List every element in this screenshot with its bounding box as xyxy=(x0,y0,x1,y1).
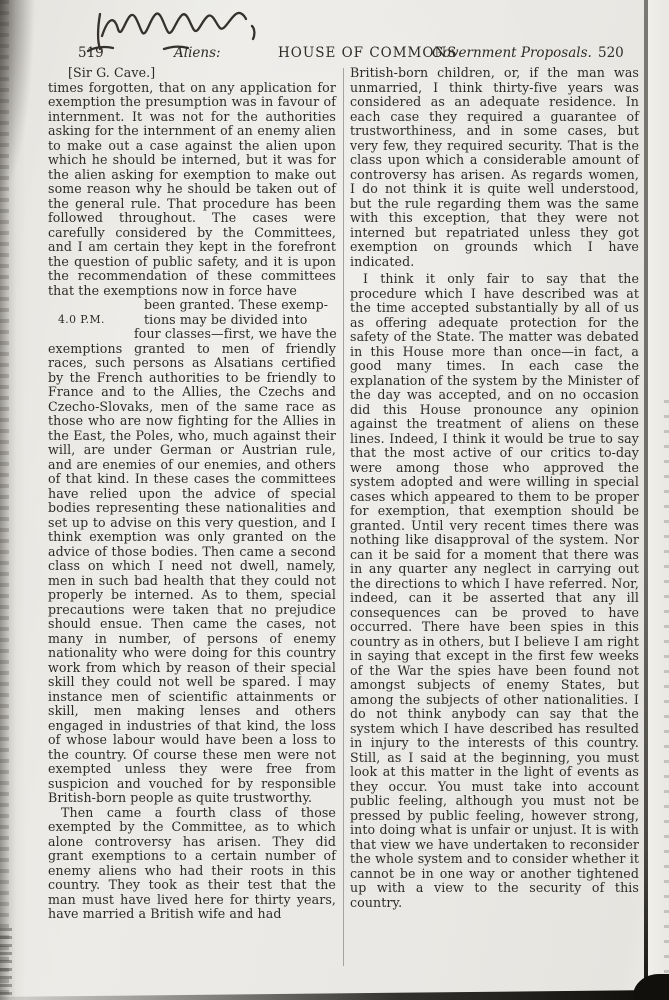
right-column xyxy=(350,66,639,966)
speaker-attribution: [Sir G. Cave.] xyxy=(68,65,156,80)
paragraph-line: tions may be divided into xyxy=(144,311,308,327)
bottom-left-ink-speckles xyxy=(0,928,12,1000)
page-number-right: 520 xyxy=(598,45,624,61)
left-edge-texture xyxy=(0,0,9,1000)
text-columns xyxy=(48,66,639,966)
left-column xyxy=(48,66,336,966)
time-marker-block xyxy=(48,298,336,342)
paragraph-line: been granted. These exemp- xyxy=(144,297,329,312)
paragraph: British-born children, or, if the man was unmarried, I think thirty-five years was considered as an adequate residence. In each case they required a guarantee of trustworthiness, and in some cases, but very few, they required security. That is the class upon which a considerable amount of controversy has arisen. As regards women, I do not think it is quite well understood, but the rule regarding them was the same with this exception, that they were not interned but repatriated unless they got exemption on grounds which I have indicated. xyxy=(350,65,639,269)
paragraph: times forgotten, that on any application for exemption the presumption was in favour of internment. It was not for the authorities asking for the internment of an enemy alien to make out a case against the alien upon which he should be interned, but it was for the alien asking for exemption to make out some reason why he should be taken out of the general rule. That procedure has been followed throughout. The cases were carefully considered by the Committees, and I am certain they kept in the forefront the question of public safety, and it is upon the recommendation of these committees that the exemptions now in force have xyxy=(48,79,336,298)
paragraph: Then came a fourth class of those exempted by the Committee, as to which alone controversy has arisen. They did grant exemptions to a certain number of enemy aliens who had their roots in this country. They took as their test that the man must have lived here for thirty years, have married a British wife and had xyxy=(48,804,336,921)
running-title-left: Aliens: xyxy=(174,45,221,61)
paragraph: exemptions granted to men of friendly races, such persons as Alsatians certified by the French authorities to be friendly to France and to the Allies, the Czechs and Czecho-Slovaks, men of the same race as those who are now fighting for the Allies in the East, the Poles, who, much against their will, are under German or Austrian rule, and are enemies of our enemies, and others of that kind. In these cases the committees have relied upon the advice of special bodies representing these nationalities and set up to advise on this very question, and I think exemption was only granted on the advice of those bodies. Then came a second class on which I need not dwell, namely, men in such bad health that they could not properly be interned. As to them, special precautions were taken that no prejudice should ensue. Then came the cases, not many in number, of persons of enemy nationality who were doing for this country work from which by reason of their special skill they could not well be spared. I may instance men of scientific attainments or skill, men making lenses and others engaged in industries of that kind, the loss of whose labour would have been a loss to the country. Of course these men were not exempted unless they were free from suspicion and vouched for by responsible British-born people as quite trustworthy. xyxy=(48,340,336,805)
running-title-center: HOUSE OF COMMONS xyxy=(278,45,458,61)
facing-page-text-fragments xyxy=(664,400,669,980)
right-page-edge-rule xyxy=(644,0,648,1000)
running-header xyxy=(0,45,669,63)
column-divider-rule xyxy=(343,68,344,966)
bottom-scan-shadow xyxy=(0,989,669,1000)
sitting-time-marker: 4.0 P.M. xyxy=(58,313,105,326)
running-title-right: Government Proposals. xyxy=(432,45,592,61)
bottom-right-corner-shadow xyxy=(633,974,669,1000)
page-number-left: 519 xyxy=(78,45,104,61)
paragraph-line: four classes—first, we have the xyxy=(134,326,337,341)
paragraph: I think it only fair to say that the procedure which I have described was at the time accepted substantially by all of us as offering adequate protection for the safety of the State. The matter was debated in this House more than once—in fact, a good many times. In each case the explanation of the system by the Minister of the day was accepted, and on no occasion did this House pronounce any opinion against the treatment of aliens on these lines. Indeed, I think it would be true to say that the most active of our critics to-day were among those who approved the system adopted and were willing in special cases which appeared to them to be proper for exemption, that exemption should be granted. Until very recent times there was nothing like disapproval of the system. Nor can it be said for a moment that there was in any quarter any neglect in carrying out the directions to which I have referred. Nor, indeed, can it be asserted that any ill consequences can be proved to have occurred. There have been spies in this country as in others, but I believe I am right in saying that except in the first few weeks of the War the spies have been found not amongst subjects of enemy States, but among the subjects of other nationalities. I do not think anybody can say that the system which I have described has resulted in injury to the interests of this country. Still, as I said at the beginning, you must look at this matter in the light of events as they occur. You must take into account public feeling, although you must not be pressed by public feeling, however strong, into doing what is unfair or unjust. It is with that view we have undertaken to reconsider the whole system and to consider whether it cannot be in one way or another tightened up with a view to the security of this country. xyxy=(350,271,639,910)
